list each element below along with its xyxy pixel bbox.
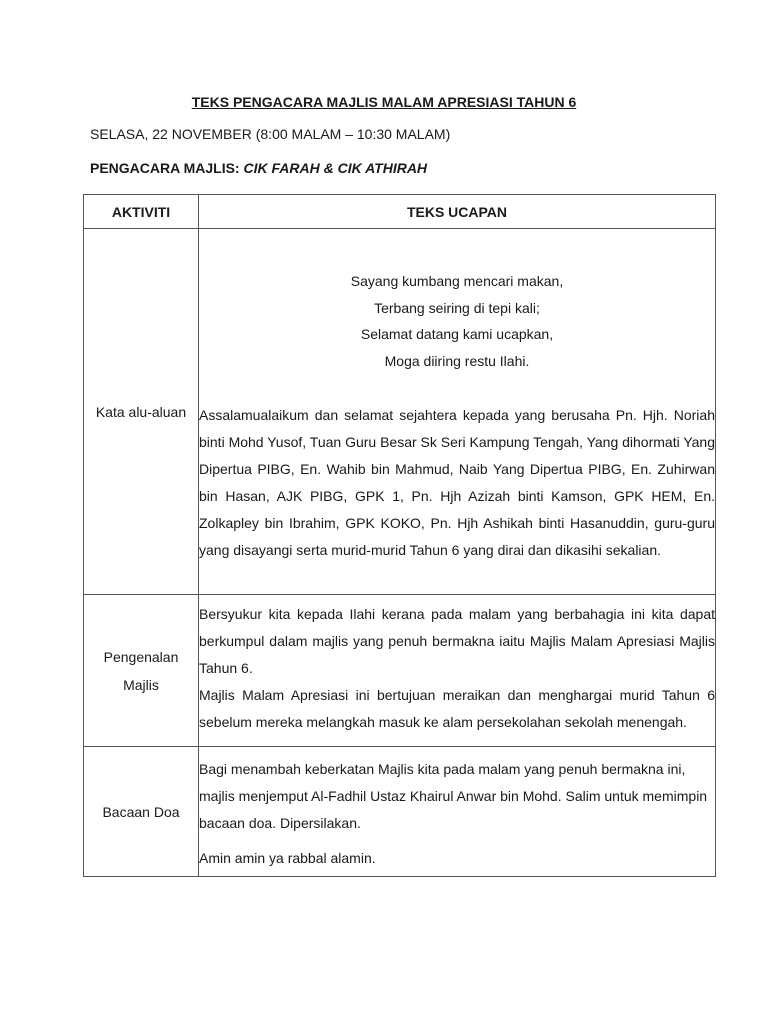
speech-cell-prayer <box>199 747 716 877</box>
activity-cell-introduction <box>84 595 199 747</box>
emcee-line <box>90 159 427 177</box>
header-activity: AKTIVITI <box>84 195 199 229</box>
introduction-paragraph: Bersyukur kita kepada Ilahi kerana pada malam yang berbahagia ini kita dapat berkumpul dalam majlis yang penuh bermakna iaitu Majlis Malam Apresiasi Majlis Tahun 6. <box>199 606 715 676</box>
speech-cell-introduction <box>199 595 716 747</box>
pantun-verse <box>199 268 715 374</box>
activity-label-line: Pengenalan <box>103 648 179 665</box>
emcee-label: PENGACARA MAJLIS: <box>90 160 240 176</box>
activity-cell-welcome <box>84 229 199 595</box>
document-title: TEKS PENGACARA MAJLIS MALAM APRESIASI TAHUN 6 <box>191 94 577 110</box>
activity-label-line: Majlis <box>123 676 159 693</box>
activity-label: Kata alu-aluan <box>95 403 187 420</box>
welcome-paragraph: Assalamualaikum dan selamat sejahtera kepada yang berusaha Pn. Hjh. Noriah binti Mohd Yusof, Tuan Guru Besar Sk Seri Kampung Tengah, Yang dihormati Yang Dipertua PIBG, En. Wahib bin Mahmud, Naib Yang Dipertua PIBG, En. Zuhirwan bin Hasan, AJK PIBG, GPK 1, Pn. Hjh Azizah binti Kamson, GPK HEM, En. Zolkapley bin Ibrahim, GPK KOKO, Pn. Hjh Ashikah binti Hasanuddin, guru-guru yang disayangi serta murid-murid Tahun 6 yang dirai dan dikasihi sekalian. <box>199 407 715 558</box>
table-row-prayer <box>84 747 716 877</box>
pantun-line: Moga diiring restu Ilahi. <box>384 352 530 369</box>
header-speech-text: TEKS UCAPAN <box>199 195 716 229</box>
pantun-line: Sayang kumbang mencari makan, <box>350 273 564 289</box>
table-row-welcome <box>84 229 716 595</box>
table-header-row <box>84 195 716 229</box>
activity-cell-prayer <box>84 747 199 877</box>
emcee-names: CIK FARAH & CIK ATHIRAH <box>243 160 428 176</box>
event-date-line: SELASA, 22 NOVEMBER (8:00 MALAM – 10:30 MALAM) <box>90 126 451 142</box>
speech-cell-welcome <box>199 229 716 595</box>
introduction-paragraph: Majlis Malam Apresiasi ini bertujuan meraikan dan menghargai murid Tahun 6 sebelum mereka melangkah masuk ke alam persekolahan sekolah menengah. <box>199 687 715 730</box>
speech-script-table <box>83 194 716 877</box>
prayer-closing-line: Amin amin ya rabbal alamin. <box>199 849 376 866</box>
pantun-line: Terbang seiring di tepi kali; <box>374 299 540 316</box>
activity-label: Bacaan Doa <box>102 803 180 820</box>
table-row-introduction <box>84 595 716 747</box>
pantun-line: Selamat datang kami ucapkan, <box>360 326 554 342</box>
prayer-paragraph: Bagi menambah keberkatan Majlis kita pada malam yang penuh bermakna ini, majlis menjemput Al-Fadhil Ustaz Khairul Anwar bin Mohd. Salim untuk memimpin bacaan doa. Dipersilakan. <box>199 760 708 831</box>
